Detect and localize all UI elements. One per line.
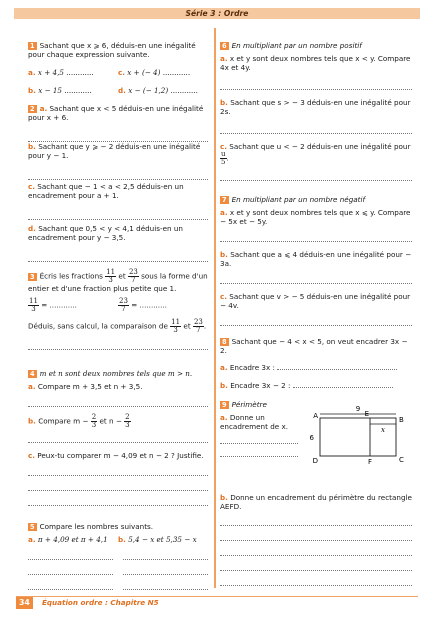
answer-line[interactable] <box>220 316 412 326</box>
point-label: B <box>399 416 404 424</box>
item-label: b. <box>220 98 228 107</box>
exercise-title: En multipliant par un nombre positif <box>231 41 362 50</box>
answer-line[interactable] <box>28 433 208 443</box>
item-label: c. <box>220 292 227 301</box>
answer-line[interactable] <box>220 434 298 444</box>
item-label: c. <box>28 182 35 191</box>
item-text: x et y sont deux nombres tels que x < y. Compare 4x et 4y. <box>220 54 411 72</box>
item-label: b. <box>220 381 228 390</box>
exercise-number: 3 <box>30 272 35 281</box>
fraction: $\frac{11}{3}$ <box>29 297 38 313</box>
item-label: b. <box>28 142 36 151</box>
answer-line[interactable]: = ............ <box>131 300 167 310</box>
answer-line[interactable] <box>28 170 208 180</box>
exercise-8 <box>220 337 412 390</box>
fraction: $\frac{2}{3}$ <box>125 413 130 429</box>
item-label: a. <box>28 382 36 391</box>
exercise-number: 1 <box>30 42 35 50</box>
answer-line[interactable] <box>220 516 412 526</box>
exercise-number: 8 <box>222 338 227 346</box>
item-label: a. <box>220 208 228 217</box>
chapter-title: Équation ordre : Chapitre N5 <box>42 598 159 607</box>
answer-line[interactable] <box>220 561 412 571</box>
fraction: $\frac{u}{5}$ <box>221 150 226 166</box>
exercise-6: 6 En multipliant par un nombre positif a. x et y sont deux nombres tels que x < y. Compare 4x et 4y. b. Sachant que s > − 3 déduis-en une inégalité pour 2s. c. Sachant que u < − 2 déduis-en une inégalité pour $\frac{u}{5}$ . <box>220 41 412 181</box>
item-text: x − 15 ............ <box>38 86 92 95</box>
answer-line[interactable] <box>220 232 412 242</box>
answer-line[interactable] <box>28 210 208 220</box>
answer-line[interactable] <box>220 80 412 90</box>
answer-line[interactable] <box>28 340 208 350</box>
item-label: a. <box>220 54 228 63</box>
answer-line[interactable] <box>123 565 208 575</box>
item-text: Sachant que 0,5 < y < 4,1 déduis-en un encadrement pour y − 3,5. <box>28 224 183 242</box>
column-divider <box>214 28 216 588</box>
point-label: F <box>367 458 373 466</box>
point-label: C <box>399 456 404 464</box>
answer-line[interactable]: = ............ <box>41 300 77 310</box>
dimension-label: 9 <box>355 405 361 413</box>
item-text: Sachant que x < 5 déduis-en une inégalité pour x + 6. <box>28 104 204 122</box>
exercise-2d <box>28 224 208 262</box>
exercise-number: 4 <box>30 370 35 378</box>
answer-line[interactable] <box>28 565 113 575</box>
rectangle-figure <box>309 404 412 466</box>
answer-line[interactable] <box>28 550 113 560</box>
answer-line[interactable] <box>28 481 208 491</box>
item-label: c. <box>118 68 125 77</box>
answer-line[interactable] <box>28 580 113 590</box>
exercise-title: En multipliant par un nombre négatif <box>231 195 366 204</box>
answer-line[interactable] <box>28 252 208 262</box>
item-text: x − (− 1,2) ............ <box>128 86 198 95</box>
item-text: Peux-tu comparer m − 4,09 et n − 2 ? Justifie. <box>37 451 204 460</box>
item-label: b. <box>220 493 228 502</box>
fraction: $\frac{23}{7}$ <box>119 297 128 313</box>
item-text: Sachant que s > − 3 déduis-en une inégalité pour 2s. <box>220 98 411 116</box>
item-text: x et y sont deux nombres tels que x ⩽ y. Compare − 5x et − 5y. <box>220 208 411 226</box>
item-text: x + (− 4) ............ <box>127 68 191 77</box>
item-text: Sachant que − 1 < a < 2,5 déduis-en un encadrement pour a + 1. <box>28 182 184 200</box>
answer-line[interactable] <box>220 576 412 586</box>
exercise-3: 3 Écris les fractions $\frac{11}{3}$ et $\frac{23}{7}$ sous la forme d'un entier et d'une fraction plus petite que 1. $\frac{11}{3}$ = ............ $\frac{23}{7}$ = ............ Déduis, sans calcul, la comparaison de $\frac{11}{3}$ et $\frac{23}{7}$ . <box>28 269 208 350</box>
item-text: et <box>183 321 191 331</box>
item-label: c. <box>28 451 35 460</box>
fraction: $\frac{2}{3}$ <box>91 413 97 429</box>
item-text: Encadre 3x : <box>229 363 275 372</box>
answer-line[interactable] <box>220 171 412 181</box>
answer-line[interactable] <box>220 447 298 457</box>
item-text: Compare m − <box>38 416 89 426</box>
answer-line[interactable] <box>123 580 208 590</box>
item-text: Donne un encadrement de x. <box>220 413 289 431</box>
item-text: Écris les fractions <box>39 271 103 281</box>
answer-line[interactable] <box>220 124 412 134</box>
item-text: et <box>118 271 126 281</box>
item-text: 5,4 − x et 5,35 − x <box>128 535 197 544</box>
item-text: Sachant que y ⩾ − 2 déduis-en une inégalité pour y − 1. <box>28 142 201 160</box>
exercise-number: 7 <box>222 196 227 204</box>
point-label: A <box>313 412 318 420</box>
item-text: m et n sont deux nombres tels que m > n. <box>39 369 193 378</box>
exercise-7 <box>220 195 412 326</box>
answer-line[interactable] <box>28 132 208 142</box>
item-text: sous la forme d'un entier et d'une fraction plus petite que 1. <box>28 271 208 293</box>
fraction: $\frac{11}{3}$ <box>171 318 181 334</box>
item-text: Donne un encadrement du périmètre du rectangle AEFD. <box>220 493 412 511</box>
item-label: a. <box>28 68 36 77</box>
item-label: a. <box>220 413 228 422</box>
exercise-2c <box>28 182 208 220</box>
item-text: et n − <box>99 416 122 426</box>
point-label: E <box>364 410 369 418</box>
exercise-number: 2 <box>30 105 35 113</box>
page-footer <box>16 596 418 609</box>
item-text: Compare m + 3,5 et n + 3,5. <box>37 382 143 391</box>
item-text: Sachant que u < − 2 déduis-en une inégalité pour <box>229 142 411 151</box>
item-text: Sachant que v > − 5 déduis-en une inégalité pour − 4v. <box>220 292 411 310</box>
answer-line[interactable] <box>220 274 412 284</box>
answer-line[interactable] <box>28 466 208 476</box>
answer-line[interactable] <box>123 550 208 560</box>
item-label: b. <box>118 535 126 544</box>
answer-line[interactable] <box>220 546 412 556</box>
item-label: d. <box>28 224 36 233</box>
exercise-number: 6 <box>222 42 227 50</box>
item-label: c. <box>220 142 227 151</box>
fraction: $\frac{23}{7}$ <box>128 268 138 284</box>
exercise-2b <box>28 142 208 180</box>
answer-line[interactable] <box>28 496 208 506</box>
page-number: 34 <box>16 597 33 609</box>
answer-line[interactable] <box>28 397 208 407</box>
item-text: Sachant que a ⩽ 4 déduis-en une inégalité pour − 3a. <box>220 250 412 268</box>
item-label: a. <box>39 104 48 113</box>
exercise-2 <box>28 104 208 142</box>
item-label: b. <box>28 86 36 95</box>
item-label: b. <box>28 416 36 426</box>
exercise-4 <box>28 369 208 506</box>
exercise-5 <box>28 522 208 590</box>
item-text: Compare les nombres suivants. <box>39 522 154 531</box>
dimension-label: x <box>381 426 385 434</box>
answer-line[interactable] <box>220 531 412 541</box>
page-header: Série 3 : Ordre <box>14 8 420 19</box>
item-text: Encadre 3x − 2 : <box>230 381 291 390</box>
item-text: Déduis, sans calcul, la comparaison de <box>28 321 168 331</box>
dimension-label: 6 <box>309 434 314 442</box>
exercise-1 <box>28 41 208 95</box>
fraction: $\frac{11}{3}$ <box>106 268 116 284</box>
item-label: a. <box>28 535 36 544</box>
exercise-9 <box>220 400 412 586</box>
answer-line[interactable] <box>277 369 397 370</box>
item-text: π + 4,09 et π + 4,1 <box>37 535 108 544</box>
exercise-number: 9 <box>222 401 227 409</box>
exercise-text: Sachant que x ⩾ 6, déduis-en une inégalité pour chaque expression suivante. <box>28 41 196 59</box>
item-text: Sachant que − 4 < x < 5, on veut encadrer 3x − 2. <box>220 337 408 355</box>
exercise-number: 5 <box>30 523 35 531</box>
point-label: D <box>312 457 318 465</box>
item-label: d. <box>118 86 126 95</box>
fraction: $\frac{23}{7}$ <box>193 318 203 334</box>
exercise-title: Périmètre <box>231 400 267 409</box>
item-label: a. <box>220 363 228 372</box>
answer-line[interactable] <box>293 387 393 388</box>
item-label: b. <box>220 250 228 259</box>
item-text: x + 4,5 ............ <box>37 68 94 77</box>
